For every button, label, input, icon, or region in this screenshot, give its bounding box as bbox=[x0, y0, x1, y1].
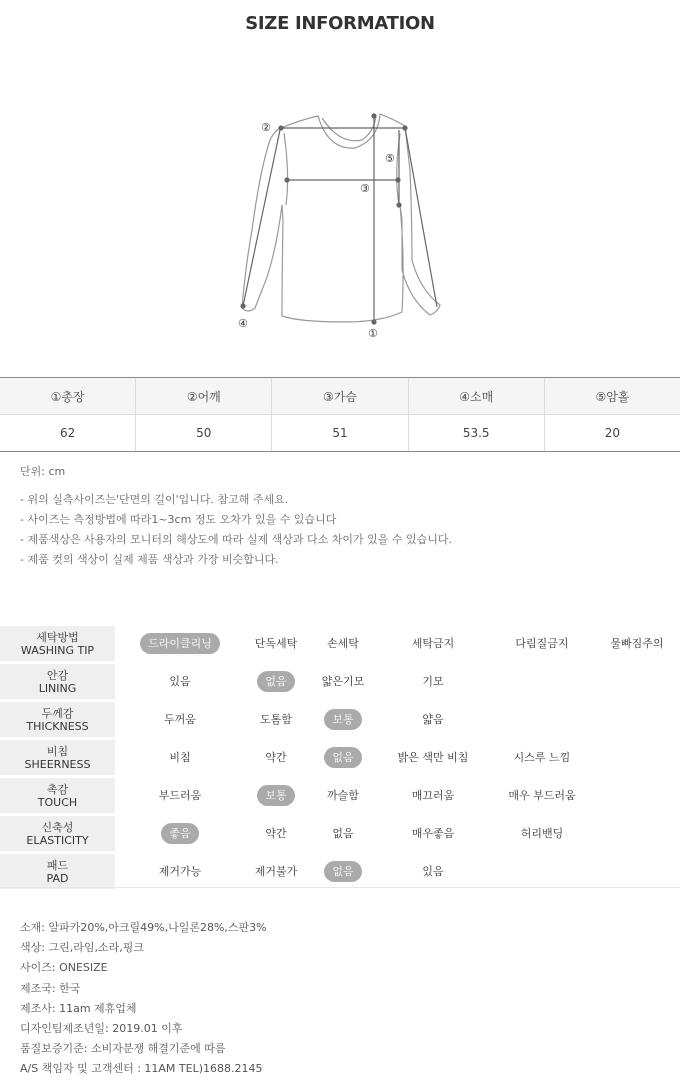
care-option: 매우좋음 bbox=[411, 827, 455, 840]
care-option: 약간 bbox=[265, 751, 287, 764]
care-option: 매끄러움 bbox=[411, 789, 455, 802]
info-cs: A/S 책임자 및 고객센터 : 11AM TEL)1688.2145 bbox=[20, 1062, 263, 1076]
care-row bbox=[0, 739, 680, 776]
care-label-ko: 패드 bbox=[46, 858, 69, 872]
care-row-label bbox=[0, 664, 115, 699]
care-label-ko: 비침 bbox=[46, 744, 69, 758]
care-option: 비침 bbox=[169, 751, 191, 764]
care-option-selected-badge: 보통 bbox=[324, 709, 361, 730]
care-option: 있음 bbox=[422, 865, 444, 878]
care-option-selected-badge: 드라이클리닝 bbox=[140, 633, 220, 654]
care-option: 얇은기모 bbox=[321, 675, 365, 688]
care-option: 없음 bbox=[332, 827, 354, 840]
care-option: 물빠짐주의 bbox=[610, 637, 664, 650]
size-table bbox=[0, 377, 680, 452]
note-line: - 사이즈는 측정방법에 따라1~3cm 정도 오차가 있을 수 있습니다 bbox=[20, 513, 337, 526]
care-option: 있음 bbox=[169, 675, 191, 688]
value-armhole: 20 bbox=[604, 426, 621, 440]
care-row-label bbox=[0, 854, 115, 889]
divider bbox=[0, 887, 680, 888]
care-option bbox=[308, 853, 378, 890]
care-label-en: TOUCH bbox=[37, 795, 78, 809]
care-label-ko: 안감 bbox=[46, 668, 69, 682]
care-row bbox=[0, 625, 680, 662]
note-line: - 제품색상은 사용자의 모니터의 해상도에 따라 실제 색상과 다소 차이가 있을 수 있습니다. bbox=[20, 533, 452, 546]
info-size: 사이즈: ONESIZE bbox=[20, 961, 108, 975]
care-row-label bbox=[0, 778, 115, 813]
care-row bbox=[0, 777, 680, 814]
care-option: 매우 부드러움 bbox=[508, 789, 576, 802]
care-option: 단독세탁 bbox=[254, 637, 298, 650]
info-warranty: 품질보증기준: 소비자분쟁 해결기준에 따름 bbox=[20, 1042, 226, 1056]
care-option: 기모 bbox=[422, 675, 444, 688]
header-length: ①총장 bbox=[0, 378, 136, 414]
info-country: 제조국: 한국 bbox=[20, 981, 81, 995]
care-option: 다림질금지 bbox=[515, 637, 569, 650]
header-sleeve: ④소매 bbox=[409, 378, 545, 414]
note-line: - 제품 컷의 색상이 실제 제품 색상과 가장 비슷합니다. bbox=[20, 553, 279, 566]
info-maker: 제조사: 11am 제휴업체 bbox=[20, 1001, 137, 1015]
size-notes bbox=[20, 490, 452, 570]
care-option bbox=[236, 777, 316, 814]
care-option bbox=[140, 625, 220, 662]
care-label-en: PAD bbox=[46, 871, 69, 885]
care-option-selected-badge: 없음 bbox=[324, 861, 361, 882]
care-option: 얇음 bbox=[422, 713, 444, 726]
product-info bbox=[20, 918, 267, 1080]
care-option: 밝은 색만 비침 bbox=[397, 751, 469, 764]
header-shoulder: ②어깨 bbox=[136, 378, 272, 414]
care-label-en: THICKNESS bbox=[26, 719, 89, 733]
info-color: 색상: 그린,라임,소라,핑크 bbox=[20, 941, 144, 955]
care-option bbox=[140, 815, 220, 852]
care-option-selected-badge: 없음 bbox=[324, 747, 361, 768]
care-row bbox=[0, 701, 680, 738]
care-label-en: SHEERNESS bbox=[24, 757, 91, 771]
note-line: - 위의 실측사이즈는'단면의 길이'입니다. 참고해 주세요. bbox=[20, 493, 289, 506]
marker-3: ③ bbox=[360, 182, 370, 195]
care-label-ko: 촉감 bbox=[46, 782, 69, 796]
info-date: 디자인팀제조년일: 2019.01 이후 bbox=[20, 1022, 183, 1036]
care-row-label bbox=[0, 702, 115, 737]
care-row-label bbox=[0, 740, 115, 775]
care-option: 제거불가 bbox=[254, 865, 298, 878]
care-label-en: WASHING TIP bbox=[20, 643, 95, 657]
care-row bbox=[0, 853, 680, 890]
care-row bbox=[0, 663, 680, 700]
care-label-ko: 두께감 bbox=[41, 706, 74, 720]
care-option: 허리밴딩 bbox=[520, 827, 564, 840]
info-material: 소재: 알파카20%,아크릴49%,나일론28%,스판3% bbox=[20, 921, 267, 934]
garment-diagram bbox=[230, 100, 460, 350]
page-title: SIZE INFORMATION bbox=[245, 13, 435, 34]
unit-text: 단위: cm bbox=[20, 465, 66, 478]
care-option: 제거가능 bbox=[158, 865, 202, 878]
header-armhole: ⑤암홀 bbox=[595, 389, 630, 404]
care-option-selected-badge: 보통 bbox=[257, 785, 294, 806]
care-label-ko: 신축성 bbox=[41, 820, 74, 834]
care-option: 두꺼움 bbox=[164, 713, 196, 726]
care-option: 세탁금지 bbox=[411, 637, 455, 650]
care-option bbox=[308, 701, 378, 738]
care-option bbox=[236, 663, 316, 700]
value-sleeve: 53.5 bbox=[409, 415, 545, 451]
care-option: 약간 bbox=[265, 827, 287, 840]
care-row-label bbox=[0, 626, 115, 661]
header-chest: ③가슴 bbox=[272, 378, 408, 414]
value-shoulder: 50 bbox=[136, 415, 272, 451]
size-table-header bbox=[0, 378, 680, 415]
care-option: 부드러움 bbox=[158, 789, 202, 802]
care-option: 까슬함 bbox=[327, 789, 359, 802]
care-label-en: LINING bbox=[38, 681, 77, 695]
care-option: 시스루 느낌 bbox=[513, 751, 571, 764]
care-option-selected-badge: 없음 bbox=[257, 671, 294, 692]
care-row-label bbox=[0, 816, 115, 851]
marker-5: ⑤ bbox=[385, 152, 395, 165]
care-label-ko: 세탁방법 bbox=[36, 630, 79, 644]
care-option: 손세탁 bbox=[327, 637, 359, 650]
care-label-en: ELASTICITY bbox=[26, 833, 89, 847]
care-option: 도톰함 bbox=[260, 713, 292, 726]
care-option bbox=[308, 739, 378, 776]
care-row bbox=[0, 815, 680, 852]
size-table-values bbox=[0, 415, 680, 451]
marker-2: ② bbox=[261, 121, 271, 134]
value-chest: 51 bbox=[272, 415, 408, 451]
care-option-selected-badge: 좋음 bbox=[161, 823, 198, 844]
value-length: 62 bbox=[0, 415, 136, 451]
marker-4: ④ bbox=[238, 317, 248, 330]
marker-1: ① bbox=[368, 327, 378, 340]
